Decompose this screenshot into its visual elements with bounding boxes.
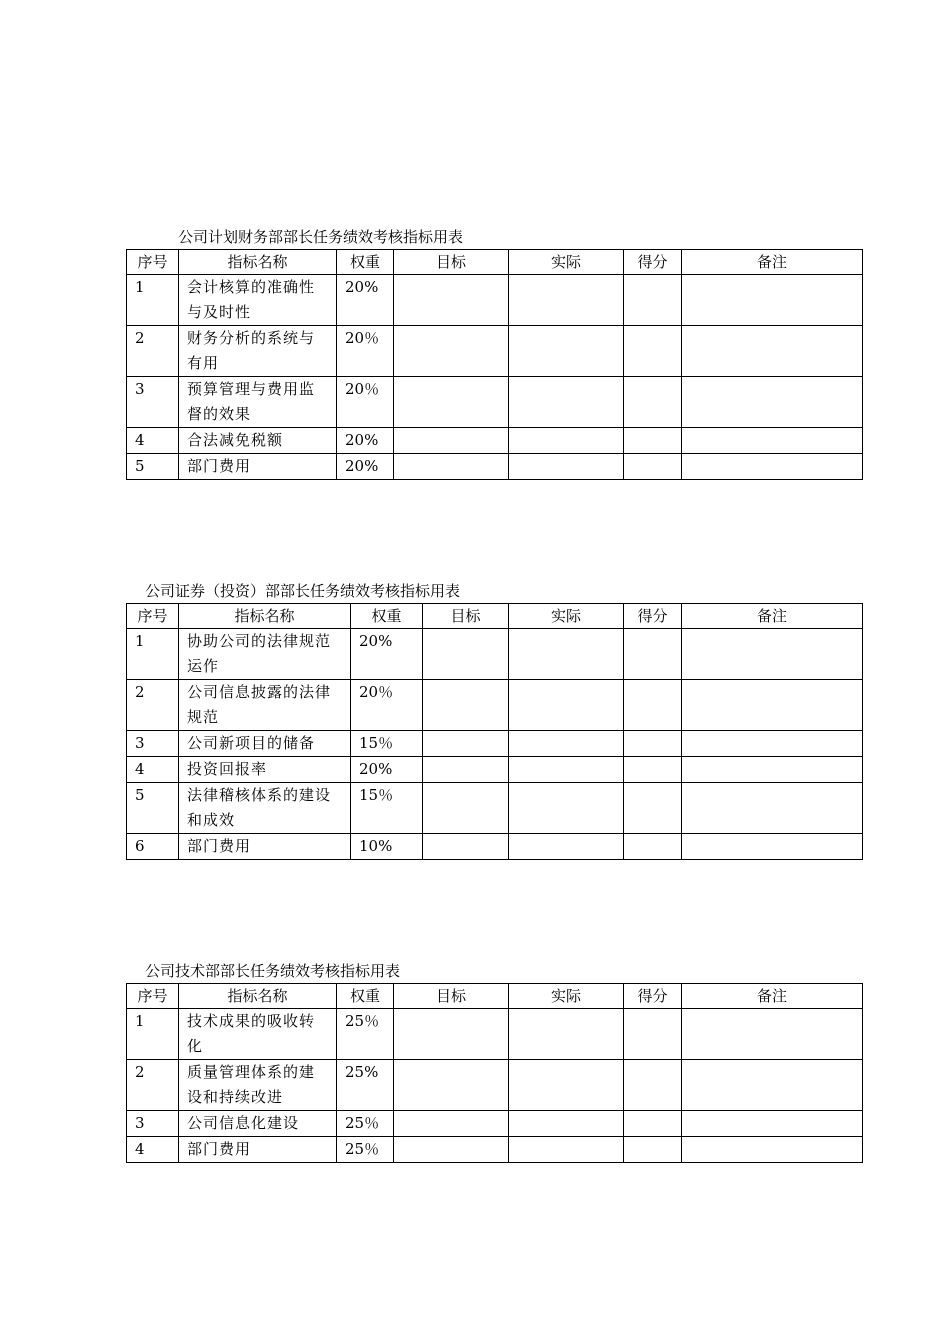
row-remark-cell[interactable] [682,757,863,783]
col-header-remark: 备注 [682,604,863,629]
row-actual-cell[interactable] [509,1111,624,1137]
row-target-cell[interactable] [394,1111,509,1137]
row-weight: 20% [337,275,394,326]
row-target-cell[interactable] [394,1009,509,1060]
row-name: 技术成果的吸收转化 [179,1009,337,1060]
row-score-cell[interactable] [624,1009,682,1060]
col-header-actual: 实际 [509,984,624,1009]
row-remark-cell[interactable] [682,1009,863,1060]
col-header-no: 序号 [127,250,179,275]
row-name: 公司信息化建设 [179,1111,337,1137]
table-header-row [127,604,863,629]
col-header-weight: 权重 [337,984,394,1009]
col-header-name: 指标名称 [179,250,337,275]
row-remark-cell[interactable] [682,783,863,834]
row-no: 5 [127,783,179,834]
table-row [127,326,863,377]
col-header-name: 指标名称 [179,984,337,1009]
table-row [127,1111,863,1137]
table-title: 公司证券（投资）部部长任务绩效考核指标用表 [145,582,461,600]
row-weight: 20% [351,757,423,783]
col-header-no: 序号 [127,984,179,1009]
col-header-remark: 备注 [682,984,863,1009]
table-row [127,1009,863,1060]
row-name: 会计核算的准确性与及时性 [179,275,337,326]
row-name: 投资回报率 [179,757,351,783]
row-weight: 25％ [337,1137,394,1163]
row-no: 2 [127,680,179,731]
row-no: 6 [127,834,179,860]
row-name: 部门费用 [179,454,337,480]
row-weight: 15％ [351,783,423,834]
row-no: 1 [127,275,179,326]
row-actual-cell[interactable] [509,326,624,377]
row-target-cell[interactable] [394,454,509,480]
table-row [127,731,863,757]
row-score-cell[interactable] [624,834,682,860]
row-target-cell[interactable] [394,1137,509,1163]
row-remark-cell[interactable] [682,275,863,326]
row-actual-cell[interactable] [509,629,624,680]
table-row [127,1137,863,1163]
table-header-row [127,984,863,1009]
col-header-actual: 实际 [509,250,624,275]
row-target-cell[interactable] [394,1060,509,1111]
col-header-name: 指标名称 [179,604,351,629]
row-name: 公司新项目的储备 [179,731,351,757]
row-score-cell[interactable] [624,428,682,454]
row-target-cell[interactable] [394,377,509,428]
row-no: 5 [127,454,179,480]
row-actual-cell[interactable] [509,428,624,454]
row-remark-cell[interactable] [682,377,863,428]
row-actual-cell[interactable] [509,834,624,860]
row-weight: 20％ [351,680,423,731]
row-remark-cell[interactable] [682,326,863,377]
row-remark-cell[interactable] [682,834,863,860]
row-actual-cell[interactable] [509,275,624,326]
row-weight: 20％ [337,326,394,377]
col-header-remark: 备注 [682,250,863,275]
table-title: 公司计划财务部部长任务绩效考核指标用表 [178,228,464,246]
table-header-row [127,250,863,275]
row-remark-cell[interactable] [682,629,863,680]
row-weight: 20% [351,629,423,680]
table-row [127,454,863,480]
row-actual-cell[interactable] [509,757,624,783]
col-header-no: 序号 [127,604,179,629]
row-no: 1 [127,1009,179,1060]
row-remark-cell[interactable] [682,1111,863,1137]
row-actual-cell[interactable] [509,1009,624,1060]
row-remark-cell[interactable] [682,428,863,454]
row-weight: 25％ [337,1111,394,1137]
row-remark-cell[interactable] [682,1060,863,1111]
row-name: 质量管理体系的建设和持续改进 [179,1060,337,1111]
row-no: 4 [127,757,179,783]
row-target-cell[interactable] [394,275,509,326]
row-score-cell[interactable] [624,1060,682,1111]
row-score-cell[interactable] [624,326,682,377]
row-score-cell[interactable] [624,783,682,834]
table-row [127,1060,863,1111]
row-score-cell[interactable] [624,275,682,326]
row-weight: 20％ [337,377,394,428]
col-header-target: 目标 [394,250,509,275]
row-target-cell[interactable] [423,629,509,680]
row-weight: 15％ [351,731,423,757]
row-no: 4 [127,428,179,454]
kpi-table-technology [126,983,863,1163]
table-row [127,275,863,326]
row-name: 协助公司的法律规范运作 [179,629,351,680]
row-actual-cell[interactable] [509,377,624,428]
col-header-target: 目标 [394,984,509,1009]
row-name: 预算管理与费用监督的效果 [179,377,337,428]
col-header-weight: 权重 [351,604,423,629]
table-row [127,629,863,680]
table-row [127,783,863,834]
row-target-cell[interactable] [394,326,509,377]
table-row [127,428,863,454]
row-name: 合法减免税额 [179,428,337,454]
row-no: 3 [127,1111,179,1137]
row-actual-cell[interactable] [509,783,624,834]
row-target-cell[interactable] [423,680,509,731]
table-row [127,680,863,731]
row-remark-cell[interactable] [682,731,863,757]
row-no: 2 [127,1060,179,1111]
row-name: 财务分析的系统与有用 [179,326,337,377]
row-no: 4 [127,1137,179,1163]
col-header-score: 得分 [624,984,682,1009]
kpi-table-finance [126,249,863,480]
row-weight: 25% [337,1060,394,1111]
row-name: 公司信息披露的法律规范 [179,680,351,731]
table-row [127,377,863,428]
row-score-cell[interactable] [624,377,682,428]
row-remark-cell[interactable] [682,454,863,480]
table-title: 公司技术部部长任务绩效考核指标用表 [145,962,401,980]
row-name: 部门费用 [179,834,351,860]
row-target-cell[interactable] [394,428,509,454]
row-weight: 20% [337,428,394,454]
col-header-score: 得分 [624,604,682,629]
row-score-cell[interactable] [624,731,682,757]
row-remark-cell[interactable] [682,1137,863,1163]
table-row [127,834,863,860]
col-header-score: 得分 [624,250,682,275]
row-no: 3 [127,377,179,428]
row-name: 部门费用 [179,1137,337,1163]
row-no: 2 [127,326,179,377]
col-header-weight: 权重 [337,250,394,275]
kpi-table-securities [126,603,863,860]
row-score-cell[interactable] [624,629,682,680]
row-target-cell[interactable] [423,834,509,860]
row-actual-cell[interactable] [509,1137,624,1163]
row-weight: 20% [337,454,394,480]
col-header-actual: 实际 [509,604,624,629]
row-actual-cell[interactable] [509,1060,624,1111]
row-score-cell[interactable] [624,757,682,783]
row-actual-cell[interactable] [509,680,624,731]
table-row [127,757,863,783]
row-target-cell[interactable] [423,783,509,834]
row-name: 法律稽核体系的建设和成效 [179,783,351,834]
row-score-cell[interactable] [624,454,682,480]
row-weight: 25％ [337,1009,394,1060]
row-actual-cell[interactable] [509,454,624,480]
row-weight: 10% [351,834,423,860]
row-target-cell[interactable] [423,731,509,757]
row-no: 3 [127,731,179,757]
row-target-cell[interactable] [423,757,509,783]
row-no: 1 [127,629,179,680]
row-remark-cell[interactable] [682,680,863,731]
row-score-cell[interactable] [624,1111,682,1137]
row-actual-cell[interactable] [509,731,624,757]
col-header-target: 目标 [423,604,509,629]
row-score-cell[interactable] [624,1137,682,1163]
row-score-cell[interactable] [624,680,682,731]
